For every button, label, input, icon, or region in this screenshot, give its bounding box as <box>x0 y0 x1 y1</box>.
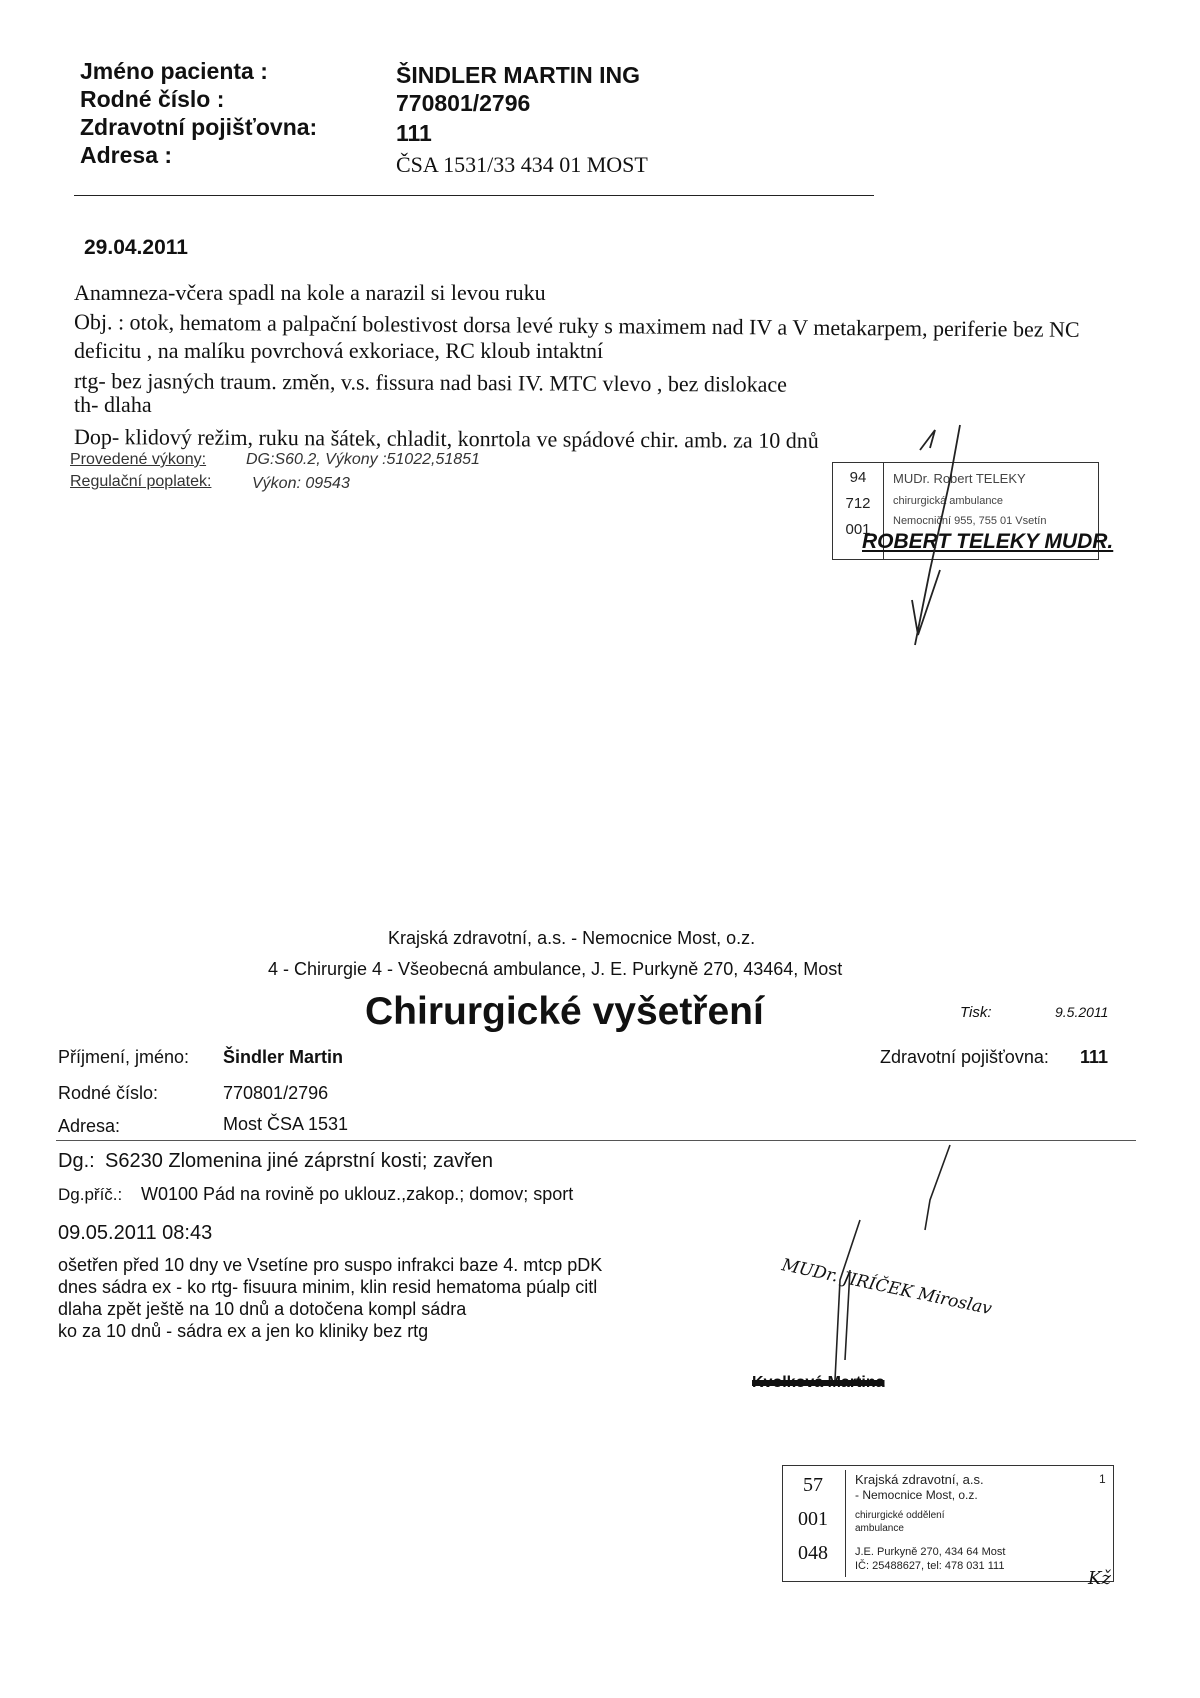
birth-label-2: Rodné číslo: <box>58 1083 159 1103</box>
header-divider <box>74 195 874 196</box>
nurse-name: Kvolková Martina <box>752 1374 885 1391</box>
initials: Kž <box>1088 1568 1111 1589</box>
stamp-line: - Nemocnice Most, o.z. <box>855 1488 978 1502</box>
fee-value: Výkon: 09543 <box>252 475 350 492</box>
note-line: th- dlaha <box>74 392 152 417</box>
diagnosis-value: S6230 Zlomenina jiné záprstní kosti; zavřen <box>105 1150 493 1172</box>
insurance-label: Zdravotní pojišťovna: <box>80 114 318 140</box>
note-line: deficitu , na malíku povrchová exkoriace, RC kloub intaktní <box>74 338 604 363</box>
doctor-name: ROBERT TELEKY MUDR. <box>862 530 1114 553</box>
insurance-value-2: 111 <box>1080 1047 1109 1067</box>
insurance-value: 111 <box>396 120 432 146</box>
address-value-2: Most ČSA 1531 <box>223 1114 349 1134</box>
stamp-line: MUDr. Robert TELEKY <box>893 471 1026 486</box>
institution-line: Krajská zdravotní, a.s. - Nemocnice Most, o.z. <box>388 928 756 948</box>
stamp-line: chirurgické oddělení <box>855 1510 945 1521</box>
stamp-line: chirurgická ambulance <box>893 495 1004 507</box>
second-signature-mark <box>800 1140 980 1400</box>
procedures-label: Provedené výkony: <box>70 451 207 468</box>
stamp-code: 712 <box>845 495 871 512</box>
surname-value: Šindler Martin <box>223 1047 344 1067</box>
diagnosis-cause-value: W0100 Pád na rovině po uklouz.,zakop.; domov; sport <box>141 1184 574 1204</box>
institution-line: 4 - Chirurgie 4 - Všeobecná ambulance, J. E. Purkyně 270, 43464, Most <box>268 959 843 979</box>
stamp-line: ambulance <box>855 1523 904 1534</box>
page-title: Chirurgické vyšetření <box>365 990 764 1033</box>
stamp-code: 001 <box>798 1508 828 1530</box>
stamp-code: 94 <box>849 469 867 486</box>
exam-line: ošetřen před 10 dny ve Vsetíne pro suspo infrakci baze 4. mtcp pDK <box>58 1255 603 1275</box>
address-label-2: Adresa: <box>58 1116 121 1136</box>
address-value: ČSA 1531/33 434 01 MOST <box>396 152 648 177</box>
stamp-line: Nemocniční 955, 755 01 Vsetín <box>893 515 1047 527</box>
print-label: Tisk: <box>960 1004 992 1021</box>
fee-label: Regulační poplatek: <box>70 473 212 490</box>
insurance-label-2: Zdravotní pojišťovna: <box>880 1047 1049 1067</box>
institution-stamp <box>782 1465 1114 1582</box>
patient-name-value: ŠINDLER MARTIN ING <box>396 62 641 88</box>
stamp-line: Krajská zdravotní, a.s. <box>855 1472 984 1487</box>
stamp-code: 57 <box>803 1474 823 1496</box>
surname-label: Příjmení, jméno: <box>58 1047 190 1067</box>
stamp-code: 001 <box>845 521 871 538</box>
stamp-line: IČ: 25488627, tel: 478 031 111 <box>855 1560 1005 1572</box>
doctor-signature-mark <box>890 420 1010 660</box>
birth-number-value: 770801/2796 <box>396 90 531 116</box>
note-line: Dop- klidový režim, ruku na šátek, chladit, konrtola ve spádové chir. amb. za 10 dnů <box>73 424 819 453</box>
exam-line: dnes sádra ex - ko rtg- fisuura minim, klin resid hematoma púalp citl <box>58 1277 598 1297</box>
stamp-page-number: 1 <box>1099 1472 1106 1486</box>
print-date: 9.5.2011 <box>1055 1004 1109 1020</box>
diagnosis-cause-label: Dg.příč.: <box>58 1185 123 1204</box>
note-line: Anamneza-včera spadl na kole a narazil si levou ruku <box>74 280 546 305</box>
note-line: rtg- bez jasných traum. změn, v.s. fissura nad basi IV. MTC vlevo , bez dislokace <box>73 368 788 397</box>
note-line: Obj. : otok, hematom a palpační bolestivost dorsa levé ruky s maximem nad IV a V metakarpem, periferie bez NC <box>73 309 1080 342</box>
stamp-code: 048 <box>798 1542 828 1564</box>
patient-name-label: Jméno pacienta : <box>80 58 268 84</box>
first-exam-date: 29.04.2011 <box>84 236 188 259</box>
birth-value-2: 770801/2796 <box>223 1083 329 1103</box>
stamp-line: J.E. Purkyně 270, 434 64 Most <box>855 1546 1006 1558</box>
exam-line: ko za 10 dnů - sádra ex a jen ko kliniky bez rtg <box>58 1321 429 1341</box>
birth-number-label: Rodné číslo : <box>80 86 225 112</box>
handwritten-doctor-name: MUDr. JIRÍČEK Miroslav <box>779 1255 994 1320</box>
exam-line: dlaha zpět ještě na 10 dnů a dotočena kompl sádra <box>58 1299 467 1319</box>
diagnosis-label: Dg.: <box>58 1150 95 1172</box>
address-label: Adresa : <box>80 142 173 168</box>
exam-datetime: 09.05.2011 08:43 <box>58 1222 213 1244</box>
procedures-value: DG:S60.2, Výkony :51022,51851 <box>246 451 480 468</box>
